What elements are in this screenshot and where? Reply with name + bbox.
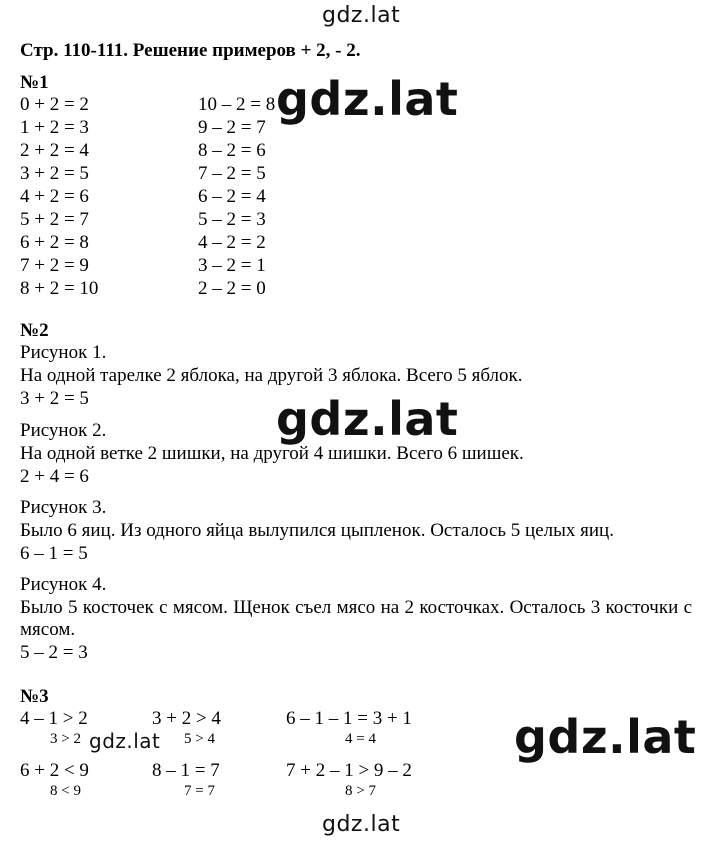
sub-eq-0: 10 – 2 = 8 (198, 94, 276, 115)
picture2-text: На одной ветке 2 шишки, на другой 4 шишки. Всего 6 шишек. (20, 443, 524, 464)
add-eq-2: 2 + 2 = 4 (20, 140, 89, 161)
add-eq-0: 0 + 2 = 2 (20, 94, 89, 115)
ineq-1-3-check: 4 = 4 (345, 731, 376, 747)
sub-eq-8: 2 – 2 = 0 (198, 278, 266, 299)
watermark-big-3: gdz.lat (514, 710, 697, 764)
picture4-equation: 5 – 2 = 3 (20, 642, 88, 663)
sub-eq-1: 9 – 2 = 7 (198, 117, 266, 138)
ineq-1-3: 6 – 1 – 1 = 3 + 1 (286, 708, 412, 729)
watermark-big-2: gdz.lat (276, 392, 459, 446)
add-eq-8: 8 + 2 = 10 (20, 278, 99, 299)
picture3-text: Было 6 яиц. Из одного яйца вылупился цыпленок. Осталось 5 целых яиц. (20, 520, 614, 541)
sub-eq-5: 5 – 2 = 3 (198, 209, 266, 230)
add-eq-1: 1 + 2 = 3 (20, 117, 89, 138)
ineq-1-1: 4 – 1 > 2 (20, 708, 88, 729)
task1-header: №1 (20, 72, 49, 93)
picture2-label: Рисунок 2. (20, 420, 107, 441)
watermark-big-1: gdz.lat (276, 72, 459, 126)
ineq-2-1-check: 8 < 9 (50, 783, 81, 799)
sub-eq-7: 3 – 2 = 1 (198, 255, 266, 276)
picture1-equation: 3 + 2 = 5 (20, 388, 89, 409)
ineq-2-1: 6 + 2 < 9 (20, 760, 89, 781)
ineq-2-2: 8 – 1 = 7 (152, 760, 220, 781)
watermark-inline: gdz.lat (89, 729, 161, 753)
ineq-2-3: 7 + 2 – 1 > 9 – 2 (286, 760, 412, 781)
task2-header: №2 (20, 320, 49, 341)
picture1-label: Рисунок 1. (20, 342, 107, 363)
sub-eq-2: 8 – 2 = 6 (198, 140, 266, 161)
watermark-top: gdz.lat (322, 3, 401, 28)
sub-eq-4: 6 – 2 = 4 (198, 186, 266, 207)
add-eq-4: 4 + 2 = 6 (20, 186, 89, 207)
picture2-equation: 2 + 4 = 6 (20, 466, 89, 487)
picture4-text: Было 5 косточек с мясом. Щенок съел мясо на 2 косточках. Осталось 3 косточки с мясом. (20, 597, 692, 640)
ineq-1-2-check: 5 > 4 (184, 731, 215, 747)
ineq-2-3-check: 8 > 7 (345, 783, 376, 799)
ineq-1-1-check: 3 > 2 (50, 731, 81, 747)
watermark-bottom: gdz.lat (322, 812, 401, 837)
add-eq-6: 6 + 2 = 8 (20, 232, 89, 253)
sub-eq-6: 4 – 2 = 2 (198, 232, 266, 253)
task3-header: №3 (20, 686, 49, 707)
ineq-1-2: 3 + 2 > 4 (152, 708, 221, 729)
picture3-label: Рисунок 3. (20, 497, 107, 518)
add-eq-7: 7 + 2 = 9 (20, 255, 89, 276)
add-eq-5: 5 + 2 = 7 (20, 209, 89, 230)
add-eq-3: 3 + 2 = 5 (20, 163, 89, 184)
ineq-2-2-check: 7 = 7 (184, 783, 215, 799)
page-title: Стр. 110-111. Решение примеров + 2, - 2. (20, 40, 361, 61)
picture4-label: Рисунок 4. (20, 574, 107, 595)
sub-eq-3: 7 – 2 = 5 (198, 163, 266, 184)
picture3-equation: 6 – 1 = 5 (20, 543, 88, 564)
picture1-text: На одной тарелке 2 яблока, на другой 3 яблока. Всего 5 яблок. (20, 365, 523, 386)
